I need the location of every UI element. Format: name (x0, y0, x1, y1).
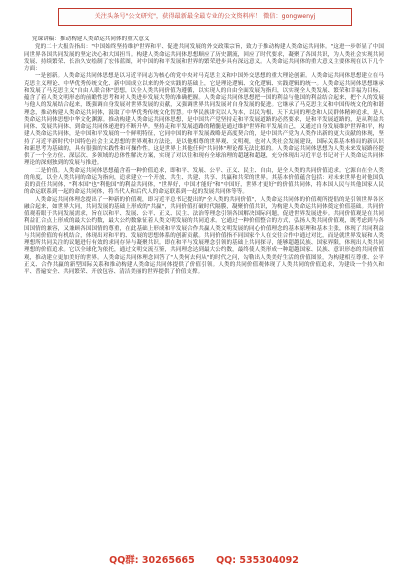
paragraph: 一是创新。人类命运共同体思想是以习近平同志为核心的党中央对马克思主义和中国外交思想的重大理论创新。人类命运共同体思想建立在马克思主义理论、中华优秀传统文化、新中国成立以来的外交实践的基础上，它是理论逻辑、文化逻辑、实践逻辑的统一。人类命运共同体思想继承和发展了马克思主义"自由人联合体"思想，以全人类共同价值为遵循，以实现人的自由全面发展为指归，以实现全人类发展、繁荣和幸福为目标，蕴含了着人类文明形态的前瞻性思考和对人类进步发展大势的准确把握。人类命运共同体思想把一国的利益与他国的利益结合起来，把个人的发展与他人的发展结合起来，既强调自身发展对世界发展的贡献，又强调世界共同发展对自身发展的促进。它继承了马克思主义和中国传统文化的和谐理念，推动构建人类命运共同体，汲取了中华优秀传统文化智慧。中华民族讲究以人为本，以民为根、天下太同的理念和人民群体精神追求，是人类命运共同体思想中华文化渊源。推动构建人类命运共同体思想，是中国共产党坚持走和平发展道路的必然要求，是和平发展道路的，是从利益共同体、发展共同体、到命运共同体递进的不断升华。坚持走和平发展道路的精髓是通过维护世界和平发展自己，又通过自身发展维护世界和平，构建人类命运共同体，是中国和平发展的一个鲜明特征，它同中国的和平发展战略是高度契合的，是中国共产党为人类作出新的更大贡献的体现，坚持了习近平新时代中国特色社会主义思想的世界观和方法论，是以他相尊的世界观、文明观，也对人类社会发展建设，国际关系基本格局的新认识和新思考为基础的，具有很强的实践性和可操作性。这是世界上其他任何"共同体"理论都无法比拟的。人类命运共同体思想为人类未来发展路径提供了一个全方位、深层次、多领域的总体性解决方案，实现了对以往和现有全球治理的超越和超越，充分体现出习近平总书记对于人类命运共同体理论的深刻独到的发展与推进。 (24, 73, 384, 167)
paragraph: 党的二十大报告指出："中国始终坚持维护世界和平、促进共同发展的外交政策宗旨，致力于推动构建人类命运共同体。"这进一步彰显了中国同世界各国共同发展的坚定决心和大国担当。构建人类命运共同体思想顺应了历史潮流，回应了时代要求，凝聚了各国共识，为人类社会实现共同发展、持续繁荣、长治久安绘制了宏伟蓝图，对中国的和平发展和世界的繁荣进步具有深远意义。人类命运共同体的重大意义主要体现在以下几个方面： (24, 44, 384, 72)
footer-contact (0, 552, 408, 566)
qq-group-label: QQ群: 30265665 (109, 555, 195, 566)
qq-label: QQ: 535304092 (216, 555, 299, 566)
document-body (24, 36, 384, 538)
paragraph: 二是价值。人类命运共同体思想蕴含着一种价值追求，即和平、发展、公平、正义、民主、自由，是全人类的共同价值追求。它源自在全人类的角度，以全人类共同的命运为指向，追求建立一个开放、共生、共建、共享、共赢和共荣的世界。其基本价值蕴含包括：对未来世界也对他国负责的责任共同体，"利本国"也"利他国"的利益共同体，"世界好，中国才能好"和"中国好，世界才更好"的价值共同体，将本国人民与其他国家人民的命运联系到一起的命运共同体，将当代人和后代人的命运联系到一起的发展共同体等等。 (24, 167, 384, 196)
header-banner: 关注头条号"公文研究"，获得最新最全最专业的公文资料库！ 微信：gongwenyj (58, 8, 352, 26)
document-title: 党课讲稿：推动构建人类命运共同体的重大意义 (32, 36, 150, 42)
paragraph: 人类命运共同体理念提出了一种新的价值观，即习近平总书记提出的"全人类的共同价值"，人类命运共同体的价值观所提倡的是引领世界各区融合起来，如世界大同，共同发展的基础上形成的"共赢"，共同价值打破时代隔膜，凝聚价值共识，为构建人类命运共同体奠定价值基础。共同价值观着眼于共同发展需求，旨在以和平、发展、公平、正义、民主、法治等理念引领各国解决国际问题，促进世界发展进步。共同价值观是在共同利益汇合点上形成的最大公约数，最大公约数象征着人类文明发展的共同追求。它通过一种价值整合的方式，弘扬人类共同价值观，既考虑到与各国国情的兼容，又兼顾各国国情的尊重，在此基础上形成和平发展合作共赢人类文明发展的同心价值理念的基本原理和基本主张，体现了共同利益与共同价值的有机结合，体现出对和平的、发展的思想体系的创新贡献。共同价值指不同国家个人在交往合作中通过对比，而是就世界发展和人类理想所共同关注的议题进行有效的求同存异与凝聚共识。即在和平与发展理念引领的基础上共同探寻，能够超越民族、国家界限，体现出人类共同理想的价值追求。它以全球化为依托，通过文明交流互鉴，共同理念达到最大公约数，最终使人类形成一种超越国家、民族、意识形态的共同价值观，推动建立更加美好的世界。人类命运共同体理念回答了"人类何去何从"的时代之问，勾勒出人类美好生活的价值图景，为构建相互尊重、公平正义、合作共赢的新型国际关系和推动构建人类命运共同体提供了价值引领。人类的共同价值观体现了人类共同的价值追求，为建设一个持久和平、普遍安全、共同繁荣、开放包容、清洁美丽的世界提供了价值支撑。 (24, 196, 384, 275)
